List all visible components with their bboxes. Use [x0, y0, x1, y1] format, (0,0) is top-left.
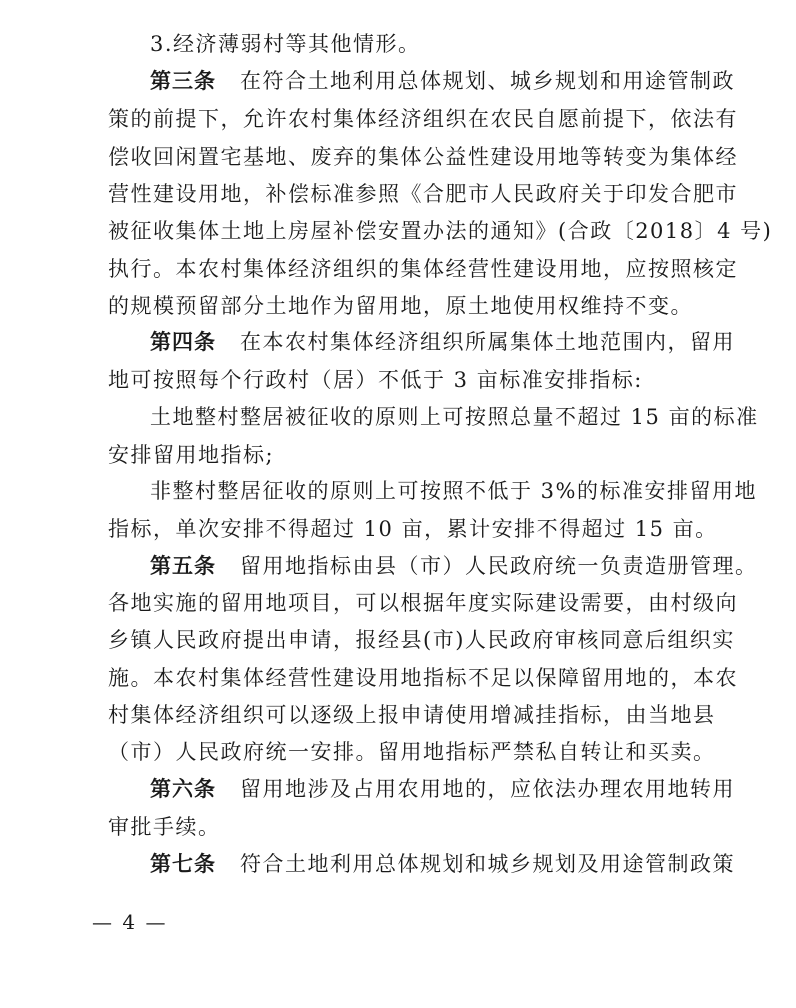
article-line: [150, 775, 735, 803]
text-line: 的规模预留部分土地作为留用地，原土地使用权维持不变。: [108, 294, 693, 318]
text-line: 偿收回闲置宅基地、废弃的集体公益性建设用地等转变为集体经: [108, 145, 738, 169]
article-line: [150, 850, 735, 878]
text-line: 施。本农村集体经营性建设用地指标不足以保障留用地的，本农: [108, 666, 738, 690]
article-text: 留用地指标由县（市）人民政府统一负责造册管理。: [240, 554, 758, 578]
article-heading: 第七条: [150, 852, 216, 876]
text-line: 3.经济薄弱村等其他情形。: [150, 32, 421, 56]
text-line: 审批手续。: [108, 815, 221, 839]
article-heading: 第六条: [150, 777, 216, 801]
text-line: 营性建设用地，补偿标准参照《合肥市人民政府关于印发合肥市: [108, 182, 738, 206]
article-heading: 第五条: [150, 554, 216, 578]
article-heading: 第三条: [150, 69, 216, 93]
text-line: 执行。本农村集体经济组织的集体经营性建设用地，应按照核定: [108, 257, 738, 281]
article-text: 在符合土地利用总体规划、城乡规划和用途管制政: [240, 69, 735, 93]
text-line: 土地整村整居被征收的原则上可按照总量不超过 15 亩的标准: [150, 405, 759, 429]
text-line: 各地实施的留用地项目，可以根据年度实际建设需要，由村级向: [108, 591, 738, 615]
page-number: — 4 —: [92, 910, 168, 934]
text-line: 指标，单次安排不得超过 10 亩，累计安排不得超过 15 亩。: [108, 517, 718, 541]
article-line: [150, 328, 735, 356]
article-line: [150, 552, 758, 580]
text-line: 乡镇人民政府提出申请，报经县(市)人民政府审核同意后组织实: [108, 628, 735, 652]
text-line: 被征收集体土地上房屋补偿安置办法的通知》(合政〔2018〕4 号): [108, 219, 773, 243]
text-line: 村集体经济组织可以逐级上报申请使用增减挂指标，由当地县: [108, 703, 716, 727]
text-line: 地可按照每个行政村（居）不低于 3 亩标准安排指标:: [108, 368, 643, 392]
article-line: [150, 67, 735, 95]
text-line: 非整村整居征收的原则上可按照不低于 3%的标准安排留用地: [150, 479, 757, 503]
article-text: 符合土地利用总体规划和城乡规划及用途管制政策: [240, 852, 735, 876]
article-heading: 第四条: [150, 330, 216, 354]
text-line: （市）人民政府统一安排。留用地指标严禁私自转让和买卖。: [108, 740, 716, 764]
text-line: 策的前提下，允许农村集体经济组织在农民自愿前提下，依法有: [108, 107, 738, 131]
article-text: 留用地涉及占用农用地的，应依法办理农用地转用: [240, 777, 735, 801]
text-line: 安排留用地指标;: [108, 443, 275, 467]
article-text: 在本农村集体经济组织所属集体土地范围内，留用: [240, 330, 735, 354]
